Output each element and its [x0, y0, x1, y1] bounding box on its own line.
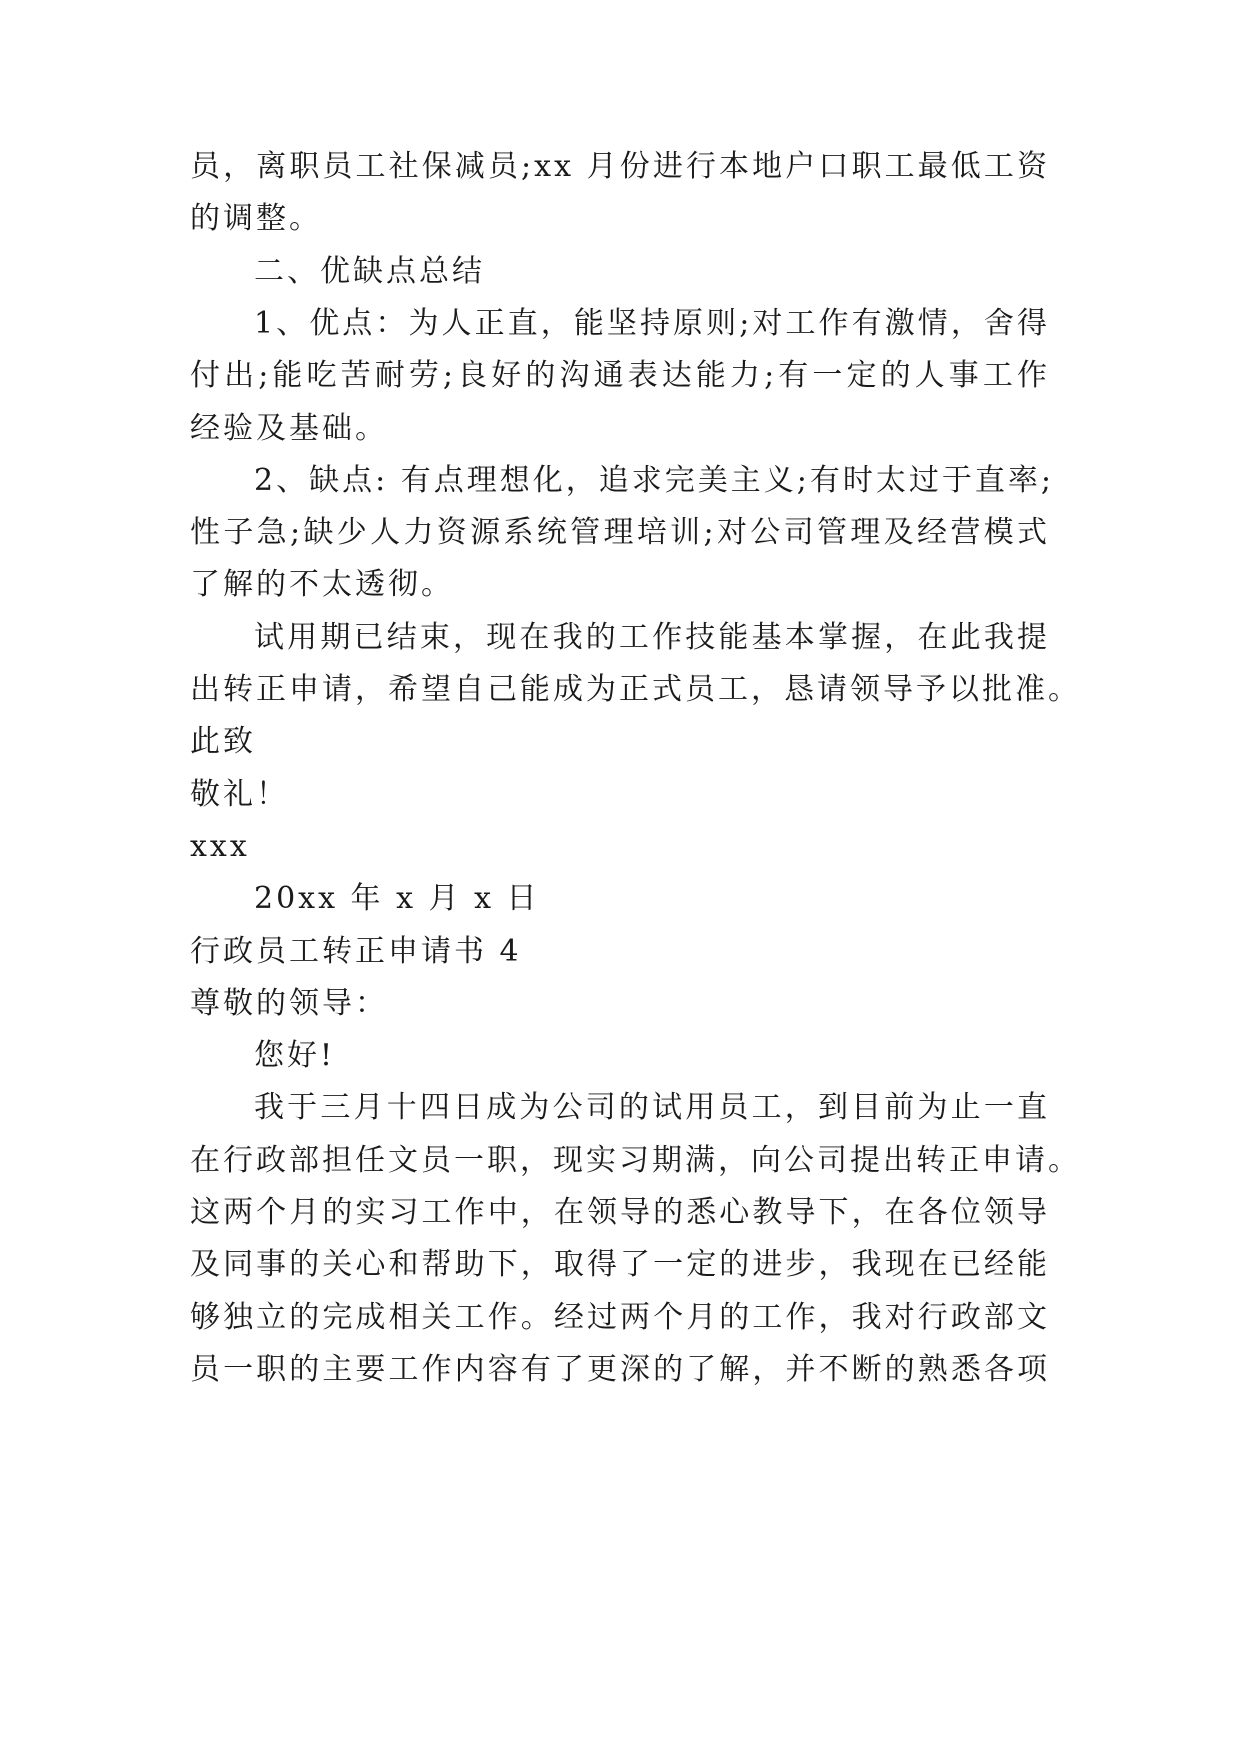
text-line: 够独立的完成相关工作。经过两个月的工作，我对行政部文 [190, 1300, 1050, 1335]
text-line: 行政员工转正申请书 4 [190, 934, 522, 969]
text-line: 您好! [254, 1038, 336, 1073]
text-line: 试用期已结束，现在我的工作技能基本掌握，在此我提 [254, 620, 1050, 655]
text-line: 性子急;缺少人力资源系统管理培训;对公司管理及经营模式 [190, 515, 1050, 550]
text-line: xxx [190, 829, 250, 864]
text-line: 的调整。 [190, 201, 322, 236]
text-line: 付出;能吃苦耐劳;良好的沟通表达能力;有一定的人事工作 [190, 358, 1050, 393]
text-line: 了解的不太透彻。 [190, 567, 454, 602]
text-line: 20xx 年 x 月 x 日 [254, 881, 540, 916]
text-line: 出转正申请，希望自己能成为正式员工，恳请领导予以批准。 [190, 672, 1081, 707]
text-line: 敬礼！ [190, 777, 289, 812]
text-line: 在行政部担任文员一职，现实习期满，向公司提出转正申请。 [190, 1143, 1081, 1178]
text-line: 及同事的关心和帮助下，取得了一定的进步，我现在已经能 [190, 1247, 1050, 1282]
text-line: 员一职的主要工作内容有了更深的了解，并不断的熟悉各项 [190, 1352, 1050, 1387]
text-line: 1、优点：为人正直，能坚持原则;对工作有激情，舍得 [254, 306, 1050, 341]
text-line: 经验及基础。 [190, 411, 388, 446]
text-line: 2、缺点: 有点理想化，追求完美主义;有时太过于直率; [254, 463, 1054, 498]
text-line: 二、优缺点总结 [254, 254, 485, 289]
text-line: 员，离职员工社保减员;xx 月份进行本地户口职工最低工资 [190, 149, 1050, 184]
text-line: 我于三月十四日成为公司的试用员工，到目前为止一直 [254, 1090, 1050, 1125]
text-line: 这两个月的实习工作中，在领导的悉心教导下，在各位领导 [190, 1195, 1050, 1230]
text-line: 尊敬的领导： [190, 986, 388, 1021]
text-line: 此致 [190, 724, 256, 759]
